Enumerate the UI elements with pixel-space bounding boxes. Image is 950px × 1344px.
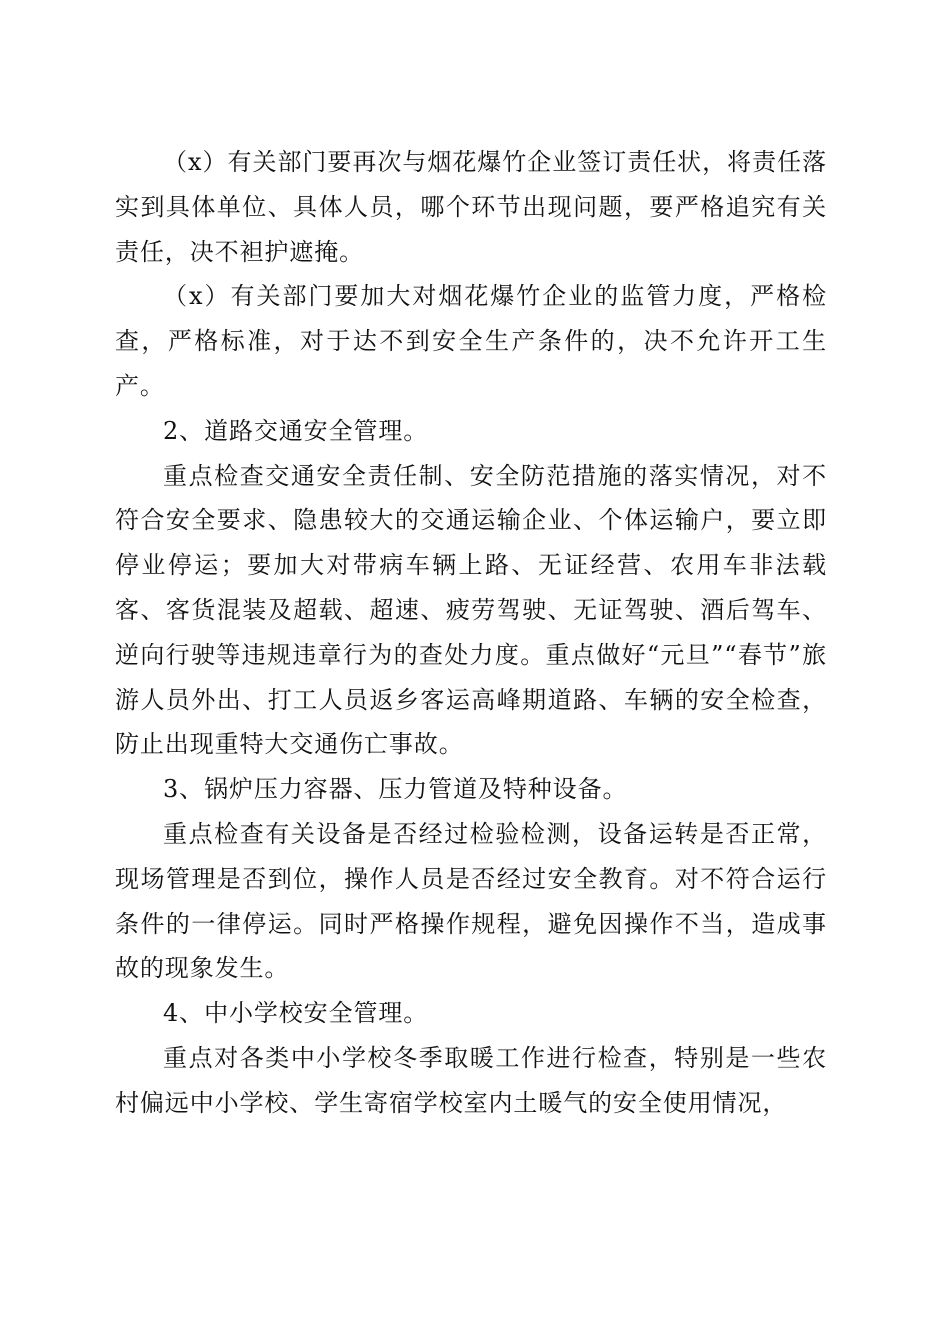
document-body (115, 140, 827, 1126)
heading-boiler-pressure-equipment: 3、锅炉压力容器、压力管道及特种设备。 (163, 775, 628, 804)
paragraph-fireworks-supervision: （x）有关部门要加大对烟花爆竹企业的监管力度，严格检查，严格标准，对于达不到安全生产条件的，决不允许开工生产。 (115, 282, 827, 400)
heading-school-safety: 4、中小学校安全管理。 (163, 999, 429, 1028)
paragraph-fireworks-responsibility: （x）有关部门要再次与烟花爆竹企业签订责任状，将责任落实到具体单位、具体人员，哪个环节出现问题，要严格追究有关责任，决不袒护遮掩。 (115, 148, 827, 266)
paragraph-equipment-inspection: 重点检查有关设备是否经过检验检测，设备运转是否正常，现场管理是否到位，操作人员是否经过安全教育。对不符合运行条件的一律停运。同时严格操作规程，避免因操作不当，造成事故的现象发生。 (115, 819, 827, 983)
paragraph-school-heating-inspection: 重点对各类中小学校冬季取暖工作进行检查，特别是一些农村偏远中小学校、学生寄宿学校室内土暖气的安全使用情况， (115, 1043, 827, 1117)
heading-road-traffic-safety: 2、道路交通安全管理。 (163, 416, 429, 445)
paragraph-road-traffic-inspection: 重点检查交通安全责任制、安全防范措施的落实情况，对不符合安全要求、隐患较大的交通运输企业、个体运输户，要立即停业停运；要加大对带病车辆上路、无证经营、农用车非法载客、客货混装及超载、超速、疲劳驾驶、无证驾驶、酒后驾车、逆向行驶等违规违章行为的查处力度。重点做好“元旦”“春节”旅游人员外出、打工人员返乡客运高峰期道路、车辆的安全检查，防止出现重特大交通伤亡事故。 (115, 461, 827, 759)
